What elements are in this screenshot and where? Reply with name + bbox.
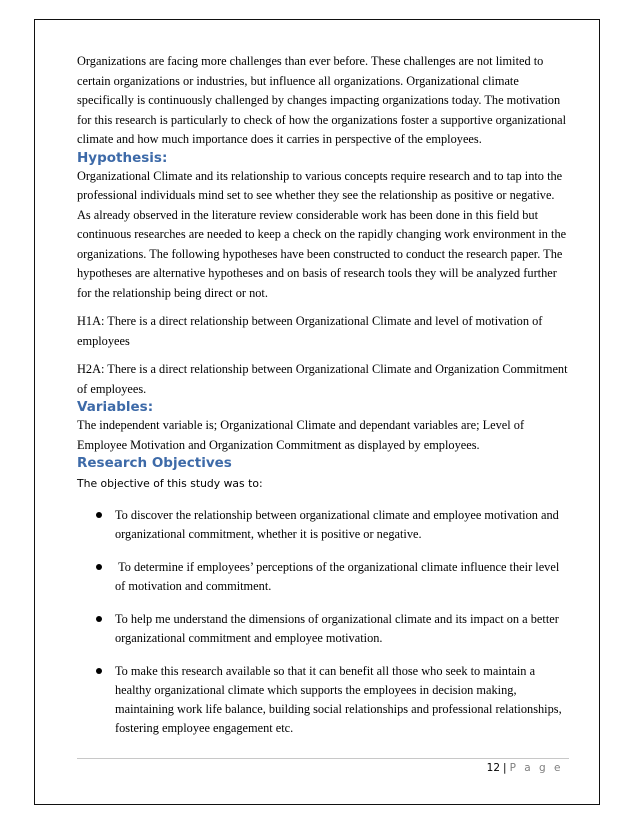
- bullet-icon: [96, 616, 102, 622]
- objectives-list: [77, 506, 569, 738]
- footer-separator: |: [503, 762, 507, 774]
- list-item: [77, 662, 569, 738]
- objectives-intro: The objective of this study was to:: [77, 477, 263, 490]
- list-item: [77, 558, 569, 596]
- hypothesis-paragraph: Organizational Climate and its relationship to various concepts require research and to tap into the professional individuals mind set to see whether they see the relationship as positive or negative. As already observed in the literature review considerable work has been done in this field but continuous researches are needed to keep a check on the rapidly changing work environment in the organizations. The following hypotheses have been constructed to conduct the research paper. The hypotheses are alternative hypotheses and on basis of research tools they will be analyzed further for the relationship being direct or not.: [77, 168, 567, 300]
- list-item: [77, 610, 569, 648]
- hypothesis-heading: Hypothesis:: [77, 149, 168, 166]
- bullet-icon: [96, 564, 102, 570]
- page-footer: [487, 761, 563, 775]
- page-label: P a g e: [509, 762, 563, 774]
- research-objectives-heading: Research Objectives: [77, 455, 232, 471]
- list-item-text: To discover the relationship between organizational climate and employee motivation and organizational commitment, whether it is positive or negative.: [115, 508, 559, 541]
- document-body: [77, 52, 569, 738]
- list-item-text: To determine if employees’ perceptions of the organizational climate influence their level of motivation and commitment.: [115, 560, 563, 593]
- variables-heading: Variables:: [77, 399, 154, 415]
- variables-paragraph: The independent variable is; Organizational Climate and dependant variables are; Level of Employee Motivation and Organization Commitment as displayed by employees.: [77, 418, 525, 452]
- hypothesis-h2: H2A: There is a direct relationship between Organizational Climate and Organization Commitment of employees.: [77, 362, 568, 396]
- page-number: 12: [486, 762, 501, 774]
- intro-paragraph: Organizations are facing more challenges than ever before. These challenges are not limited to certain organizations or industries, but influence all organizations. Organizational climate specifically is continuously challenged by changes impacting organizations today. The motivation for this research is particularly to check of how the organizations foster a supportive organizational climate and how much importance does it carries in perspective of the employees.: [77, 54, 567, 146]
- list-item-text: To make this research available so that it can benefit all those who seek to maintain a healthy organizational climate which supports the employees in decision making, maintaining work life balance, building social relationships and professional relationships, fostering employee engagement etc.: [115, 664, 562, 735]
- bullet-icon: [96, 512, 102, 518]
- footer-divider: [77, 758, 569, 759]
- list-item-text: To help me understand the dimensions of organizational climate and its impact on a better organizational commitment and employee motivation.: [115, 612, 559, 645]
- list-item: [77, 506, 569, 544]
- hypothesis-h1: H1A: There is a direct relationship between Organizational Climate and level of motivation of employees: [77, 314, 543, 348]
- bullet-icon: [96, 668, 102, 674]
